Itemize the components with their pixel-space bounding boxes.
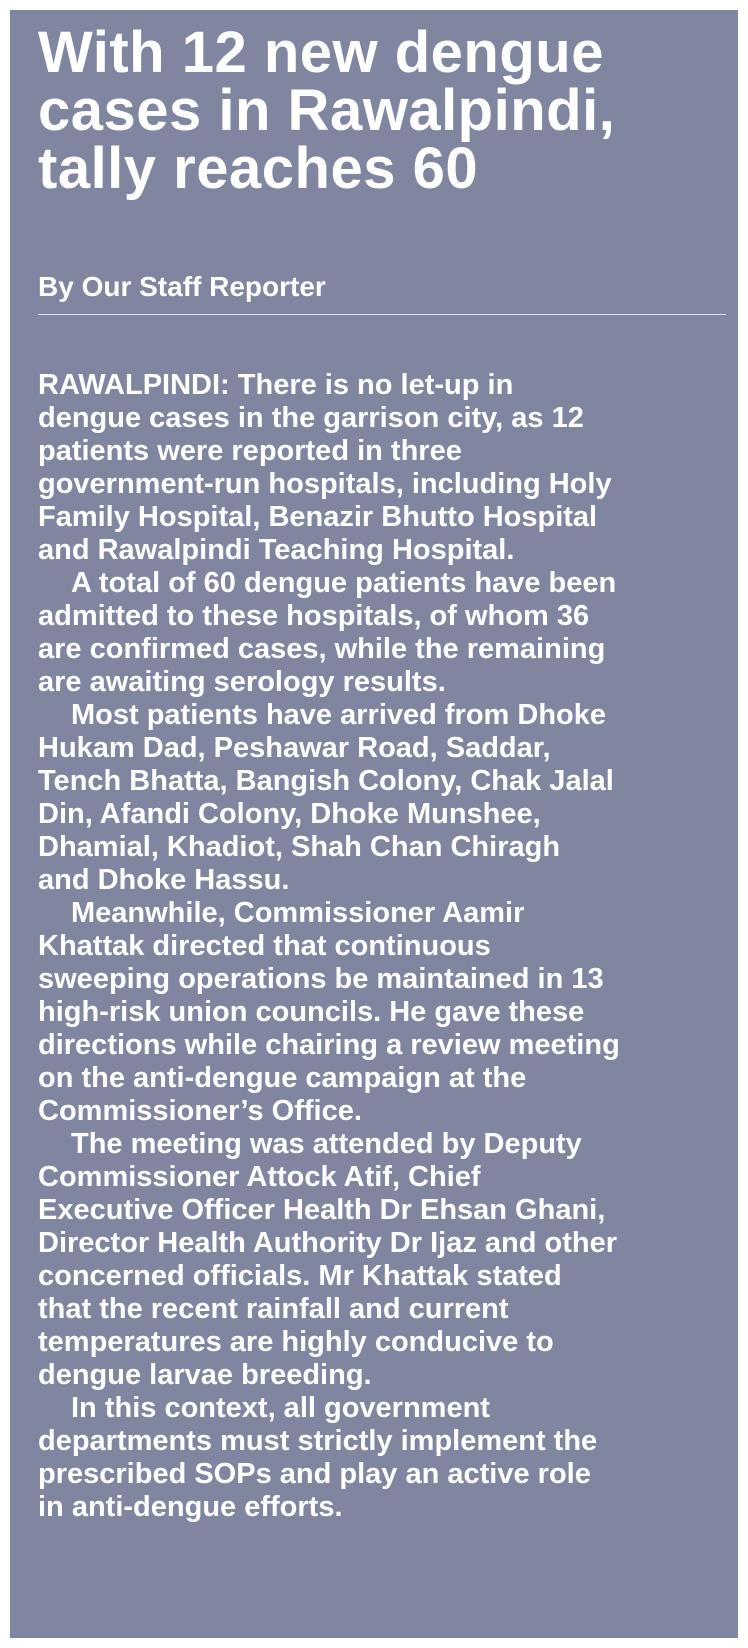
article-paragraph-1: RAWALPINDI: There is no let-up in dengue cases in the garrison city, as 12 patients were reported in three government-run hospitals, including Holy Family Hospital, Benazir Bhutto Hospital and Rawalpindi Teaching Hospital. [38, 369, 612, 566]
article-paragraph-4: Meanwhile, Commissioner Aamir Khattak directed that continuous sweeping operations be maintained in 13 high-risk union councils. He gave these directions while chairing a review meeting on the anti-dengue campaign at the Commissioner’s Office. [38, 897, 620, 1127]
article-byline: By Our Staff Reporter [38, 270, 726, 315]
news-article-panel [10, 10, 738, 1638]
article-paragraph-2: A total of 60 dengue patients have been admitted to these hospitals, of whom 36 are confirmed cases, while the remaining are awaiting serology results. [38, 567, 617, 698]
article-paragraph-5: The meeting was attended by Deputy Commissioner Attock Atif, Chief Executive Officer Health Dr Ehsan Ghani, Director Health Authority Dr Ijaz and other concerned officials. Mr Khattak stated that the recent rainfall and current temperatures are highly conducive to dengue larvae breeding. [38, 1128, 617, 1391]
article-headline: With 12 new dengue cases in Rawalpindi, tally reaches 60 [38, 20, 616, 201]
article-paragraph-3: Most patients have arrived from Dhoke Hukam Dad, Peshawar Road, Saddar, Tench Bhatta, Bangish Colony, Chak Jalal Din, Afandi Colony, Dhoke Munshee, Dhamial, Khadiot, Shah Chan Chiragh and Dhoke Hassu. [38, 699, 614, 896]
article-body [38, 369, 714, 1524]
article-paragraph-6: In this context, all government departments must strictly implement the prescribed SOPs and play an active role in anti-dengue efforts. [38, 1392, 598, 1523]
